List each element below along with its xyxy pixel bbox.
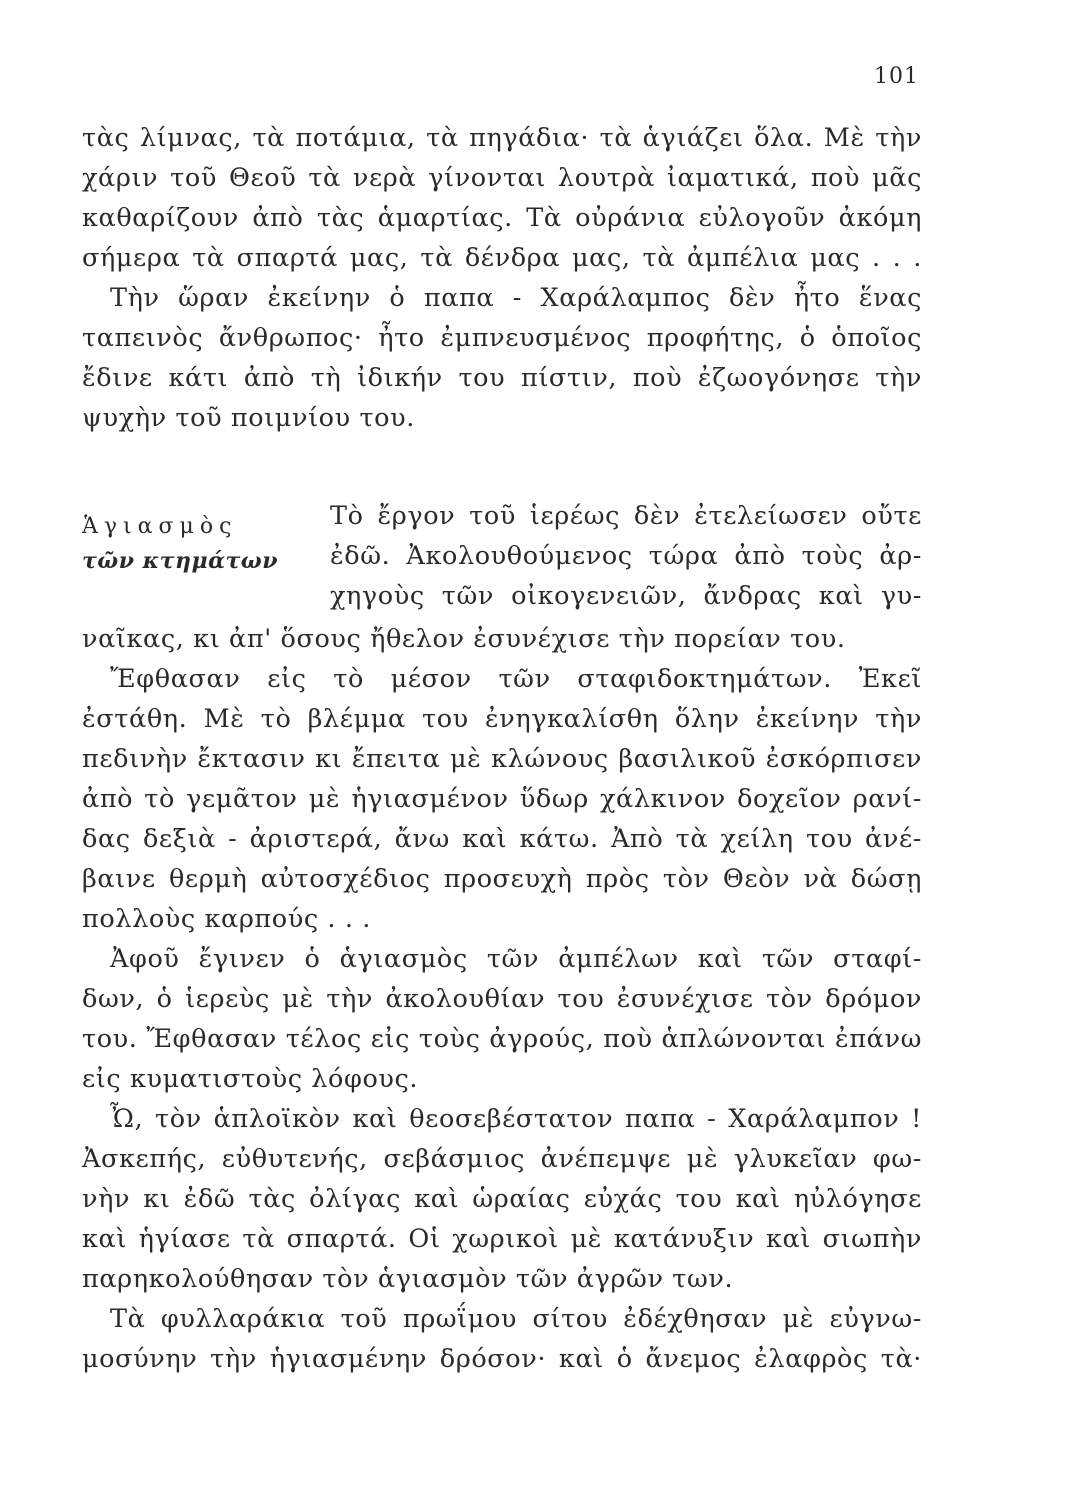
text-line: δας δεξιὰ - ἀριστερά, ἄνω καὶ κάτω. Ἀπὸ τὰ χείλη του ἀνέ- (82, 824, 922, 854)
margin-note (82, 510, 312, 578)
text-line: ναῖκας, κι ἀπ' ὅσους ἤθελον ἐσυνέχισε τὴν πορείαν του. (82, 624, 846, 654)
margin-note-line2: τῶν κτημάτων (82, 548, 279, 574)
text-line: πεδινὴν ἔκτασιν κι ἔπειτα μὲ κλώνους βασιλικοῦ ἐσκόρπισεν (82, 744, 922, 774)
text-line: Ἀσκεπής, εὐθυτενής, σεβάσμιος ἀνέπεμψε μὲ γλυκεῖαν φω- (82, 1144, 922, 1174)
text-line: χηγοὺς τῶν οἰκογενειῶν, ἄνδρας καὶ γυ- (330, 581, 922, 611)
text-line: πολλοὺς καρπούς . . . (82, 904, 371, 934)
text-line: σήμερα τὰ σπαρτά μας, τὰ δένδρα μας, τὰ ἀμπέλια μας . . . (82, 243, 922, 273)
text-line: ἔδινε κάτι ἀπὸ τὴ ἰδικήν του πίστιν, ποὺ ἐζωογόνησε τὴν (82, 363, 922, 393)
text-line: νὴν κι ἐδῶ τὰς ὀλίγας καὶ ὡραίας εὐχάς του καὶ ηὐλόγησε (82, 1184, 922, 1214)
text-line: Τὴν ὥραν ἐκείνην ὁ παπα - Χαράλαμπος δὲν ἦτο ἕνας (110, 283, 922, 313)
text-line: Τὸ ἔργον τοῦ ἱερέως δὲν ἐτελείωσεν οὔτε (330, 501, 922, 531)
text-line: Τὰ φυλλαράκια τοῦ πρωΐμου σίτου ἐδέχθησαν μὲ εὐγνω- (110, 1304, 922, 1334)
text-line: χάριν τοῦ Θεοῦ τὰ νερὰ γίνονται λουτρὰ ἰαματικά, ποὺ μᾶς (82, 163, 922, 193)
text-line: Ἀφοῦ ἔγινεν ὁ ἁγιασμὸς τῶν ἀμπέλων καὶ τῶν σταφί- (110, 944, 922, 974)
text-line: ἀπὸ τὸ γεμᾶτον μὲ ἡγιασμένον ὕδωρ χάλκινον δοχεῖον ρανί- (82, 784, 922, 814)
text-line: ταπεινὸς ἄνθρωπος· ἦτο ἐμπνευσμένος προφήτης, ὁ ὁποῖος (82, 323, 922, 353)
text-line: καθαρίζουν ἀπὸ τὰς ἁμαρτίας. Τὰ οὐράνια εὐλογοῦν ἀκόμη (82, 203, 922, 233)
text-line: Ἔφθασαν εἰς τὸ μέσον τῶν σταφιδοκτημάτων. Ἐκεῖ (110, 664, 922, 694)
text-line: ψυχὴν τοῦ ποιμνίου του. (82, 403, 415, 433)
text-block-top (82, 118, 922, 438)
text-line: τὰς λίμνας, τὰ ποτάμια, τὰ πηγάδια· τὰ ἁγιάζει ὅλα. Μὲ τὴν (82, 123, 922, 153)
text-line: δων, ὁ ἱερεὺς μὲ τὴν ἀκολουθίαν του ἐσυνέχισε τὸν δρόμον (82, 984, 922, 1014)
text-block-bottom (82, 619, 922, 1379)
text-line: ἐδῶ. Ἀκολουθούμενος τώρα ἀπὸ τοὺς ἀρ- (330, 541, 922, 571)
text-line: ἐστάθη. Μὲ τὸ βλέμμα του ἐνηγκαλίσθη ὅλην ἐκείνην τὴν (82, 704, 922, 734)
text-line: παρηκολούθησαν τὸν ἁγιασμὸν τῶν ἀγρῶν των. (82, 1264, 734, 1294)
text-block-side (330, 496, 922, 616)
page-number: 101 (874, 64, 919, 89)
text-line: μοσύνην τὴν ἡγιασμένην δρόσον· καὶ ὁ ἄνεμος ἐλαφρὸς τὰ· (82, 1344, 922, 1374)
text-line: καὶ ἡγίασε τὰ σπαρτά. Οἱ χωρικοὶ μὲ κατάνυξιν καὶ σιωπὴν (82, 1224, 922, 1254)
margin-note-line1: Ἁγιασμὸς (82, 514, 238, 539)
text-line: βαινε θερμὴ αὐτοσχέδιος προσευχὴ πρὸς τὸν Θεὸν νὰ δώσῃ (82, 864, 922, 894)
text-line: εἰς κυματιστοὺς λόφους. (82, 1064, 419, 1094)
text-line: του. Ἔφθασαν τέλος εἰς τοὺς ἀγρούς, ποὺ ἁπλώνονται ἐπάνω (82, 1024, 922, 1054)
text-line: Ὦ, τὸν ἁπλοϊκὸν καὶ θεοσεβέστατον παπα - Χαράλαμπον ! (110, 1104, 922, 1134)
